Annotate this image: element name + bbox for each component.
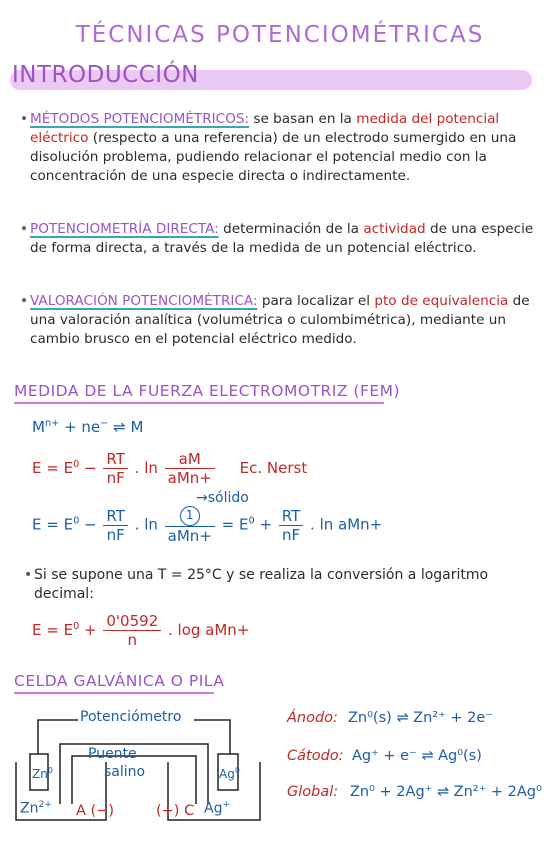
nernst-equation: $E = E^0$ − $\frac{RT}{nF}$ . ln $\frac{aM}{\text{aMn+}}$ Ec. Nerst	[32, 450, 308, 487]
bullet-icon: •	[20, 221, 29, 237]
item-text-post: (respecto a una referencia) de un electrodo sumergido en una disolución problema, pudiendo relacionar el potencial medio con la concentración de una especie directa o indirectamente.	[30, 130, 517, 184]
global-label: Global:	[287, 784, 339, 800]
redox-reaction: $M^{n+} + ne^-$ ⇌ M	[32, 418, 144, 436]
temperature-note: • Si se supone una T = 25°C y se realiza la conversión a logaritmo decimal:	[24, 567, 489, 602]
intro-item-3	[20, 292, 540, 349]
intro-item-2	[20, 220, 540, 258]
nernst-label: Ec. Nerst	[239, 459, 308, 477]
bridge-label-2: salino	[104, 764, 146, 780]
intro-item-1	[20, 110, 540, 186]
cathode-sign: (+) C	[156, 803, 195, 819]
bullet-icon: •	[20, 293, 29, 309]
galvanic-heading: CELDA GALVÁNICA O PILA	[14, 672, 225, 690]
cathode-label: Cátodo:	[287, 748, 344, 764]
fraction: $\frac{RT}{nF}$	[103, 507, 128, 544]
item-highlight: medida del potencial eléctrico	[30, 111, 500, 146]
solid-equation: $E = E^0$ − $\frac{RT}{nF}$ . ln $\frac{1}{\text{aMn+}}$ = $E^0$ + $\frac{RT}{nF}$ . ln aMn+	[32, 506, 383, 545]
term-label: MÉTODOS POTENCIOMÉTRICOS:	[30, 111, 250, 127]
bullet-icon: •	[20, 111, 29, 127]
zn-electrode-label: Zn$^0$	[32, 766, 53, 781]
cathode-equation: Ag⁺ + e⁻ ⇌ Ag⁰(s)	[352, 748, 482, 764]
ag-electrode-label: Ag$^0$	[219, 766, 240, 781]
anode-equation: Zn⁰(s) ⇌ Zn²⁺ + 2e⁻	[348, 710, 493, 726]
term-label: POTENCIOMETRÍA DIRECTA:	[30, 221, 219, 237]
intro-heading: INTRODUCCIÓN	[12, 62, 199, 88]
bridge-label-1: Puente	[88, 746, 137, 762]
fraction: $\frac{0'0592}{n}$	[103, 612, 161, 649]
bullet-icon: •	[24, 567, 33, 583]
page-title: TÉCNICAS POTENCIOMÉTRICAS	[75, 22, 485, 48]
fem-heading: MEDIDA DE LA FUERZA ELECTROMOTRIZ (FEM)	[14, 382, 401, 400]
item-text-pre: determinación de la	[218, 221, 364, 237]
galvanic-underline	[14, 692, 214, 694]
wire-left	[38, 720, 78, 754]
fraction: $\frac{1}{\text{aMn+}}$	[165, 505, 215, 545]
zn-solution-label: $Zn^{2+}$	[20, 800, 52, 817]
log-equation: $E = E^0$ + $\frac{0'0592}{n}$ . log aMn+	[32, 612, 250, 649]
item-text-pre: para localizar el	[257, 293, 375, 309]
item-text-post: de una valoración analítica (volumétrica o culombimétrica), mediante un cambio brusco en el potencial eléctrico medido.	[30, 293, 530, 347]
item-highlight: pto de equivalencia	[374, 293, 509, 309]
potentiometer-label: Potenciómetro	[80, 709, 182, 725]
item-highlight: actividad	[363, 221, 426, 237]
global-equation: Zn⁰ + 2Ag⁺ ⇌ Zn²⁺ + 2Ag⁰	[350, 784, 542, 800]
term-label: VALORACIÓN POTENCIOMÉTRICA:	[30, 293, 258, 309]
arrow-icon: →	[196, 490, 208, 506]
wire-right	[194, 720, 230, 754]
ag-solution-label: Ag+	[204, 800, 231, 817]
fem-underline	[14, 402, 384, 404]
item-text-post: de una especie de forma directa, a través de la medida de un potencial eléctrico.	[30, 221, 534, 256]
circled-one: 1	[180, 506, 200, 526]
solid-note: →sólido	[196, 490, 249, 506]
fraction: $\frac{RT}{nF}$	[279, 507, 304, 544]
anode-label: Ánodo:	[287, 710, 338, 726]
fraction: $\frac{RT}{nF}$	[103, 450, 128, 487]
anode-sign: A (−)	[76, 803, 114, 819]
item-text-pre: se basan en la	[249, 111, 357, 127]
fraction: $\frac{aM}{\text{aMn+}}$	[165, 450, 215, 487]
